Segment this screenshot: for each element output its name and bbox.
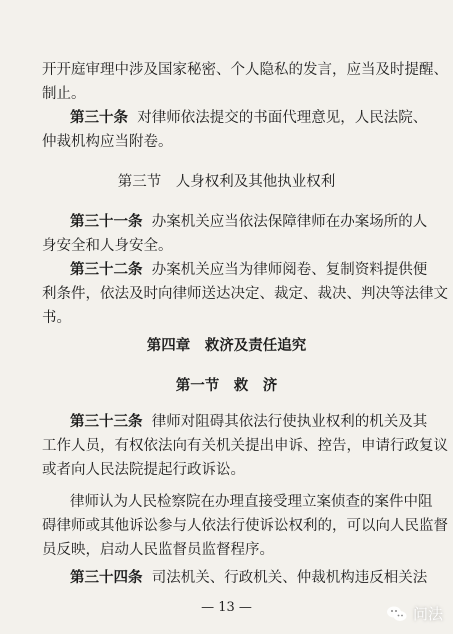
page-number: — 13 — — [201, 600, 252, 615]
article-title: 第三十四条 — [70, 569, 143, 586]
article-line — [70, 212, 427, 232]
text-line: 利条件，依法及时向律师送达决定、裁定、裁决、判决等法律文 — [42, 286, 448, 302]
article-text: 办案机关应当为律师阅卷、复制资料提供便 — [151, 262, 428, 278]
text-line: 工作人员，有权依法向有关机关提出申诉、控告，申请行政复议 — [42, 438, 448, 454]
section-heading: 第一节 救 济 — [175, 377, 278, 394]
text-line: 员反映，启动人民监督员监督程序。 — [42, 542, 274, 558]
text-line: 开开庭审理中涉及国家秘密、个人隐私的发言，应当及时提醒、 — [42, 62, 448, 78]
article-text: 办案机关应当依法保障律师在办案场所的人 — [151, 214, 428, 230]
article-line — [70, 568, 427, 588]
text-line: 书。 — [42, 310, 71, 326]
text-line: 律师认为人民检察院在办理直接受理立案侦查的案件中阻 — [70, 494, 433, 510]
text-line: 碍律师或其他诉讼参与人依法行使诉讼权利的，可以向人民监督 — [42, 518, 448, 534]
text-line: 或者向人民法院提起行政诉讼。 — [42, 462, 245, 478]
watermark-text: 问法 — [412, 605, 443, 623]
text-line: 仲裁机构应当附卷。 — [42, 134, 173, 150]
article-title: 第三十一条 — [70, 213, 143, 230]
article-text: 司法机关、行政机关、仲裁机构违反相关法 — [151, 570, 428, 586]
article-line — [70, 260, 427, 280]
watermark — [386, 603, 443, 624]
text-line: 制止。 — [42, 86, 86, 102]
section-heading: 第三节 人身权利及其他执业权利 — [117, 174, 336, 190]
article-title: 第三十二条 — [70, 261, 143, 278]
article-title: 第三十条 — [70, 109, 128, 126]
text-line: 身安全和人身安全。 — [42, 238, 173, 254]
chapter-heading: 第四章 救济及责任追究 — [146, 337, 307, 354]
article-line — [70, 412, 427, 432]
article-title: 第三十三条 — [70, 413, 143, 430]
article-line — [70, 108, 427, 128]
article-text: 对律师依法提交的书面代理意见，人民法院、 — [137, 110, 428, 126]
article-text: 律师对阻碍其依法行使执业权利的机关及其 — [151, 414, 428, 430]
wechat-icon — [386, 605, 408, 623]
